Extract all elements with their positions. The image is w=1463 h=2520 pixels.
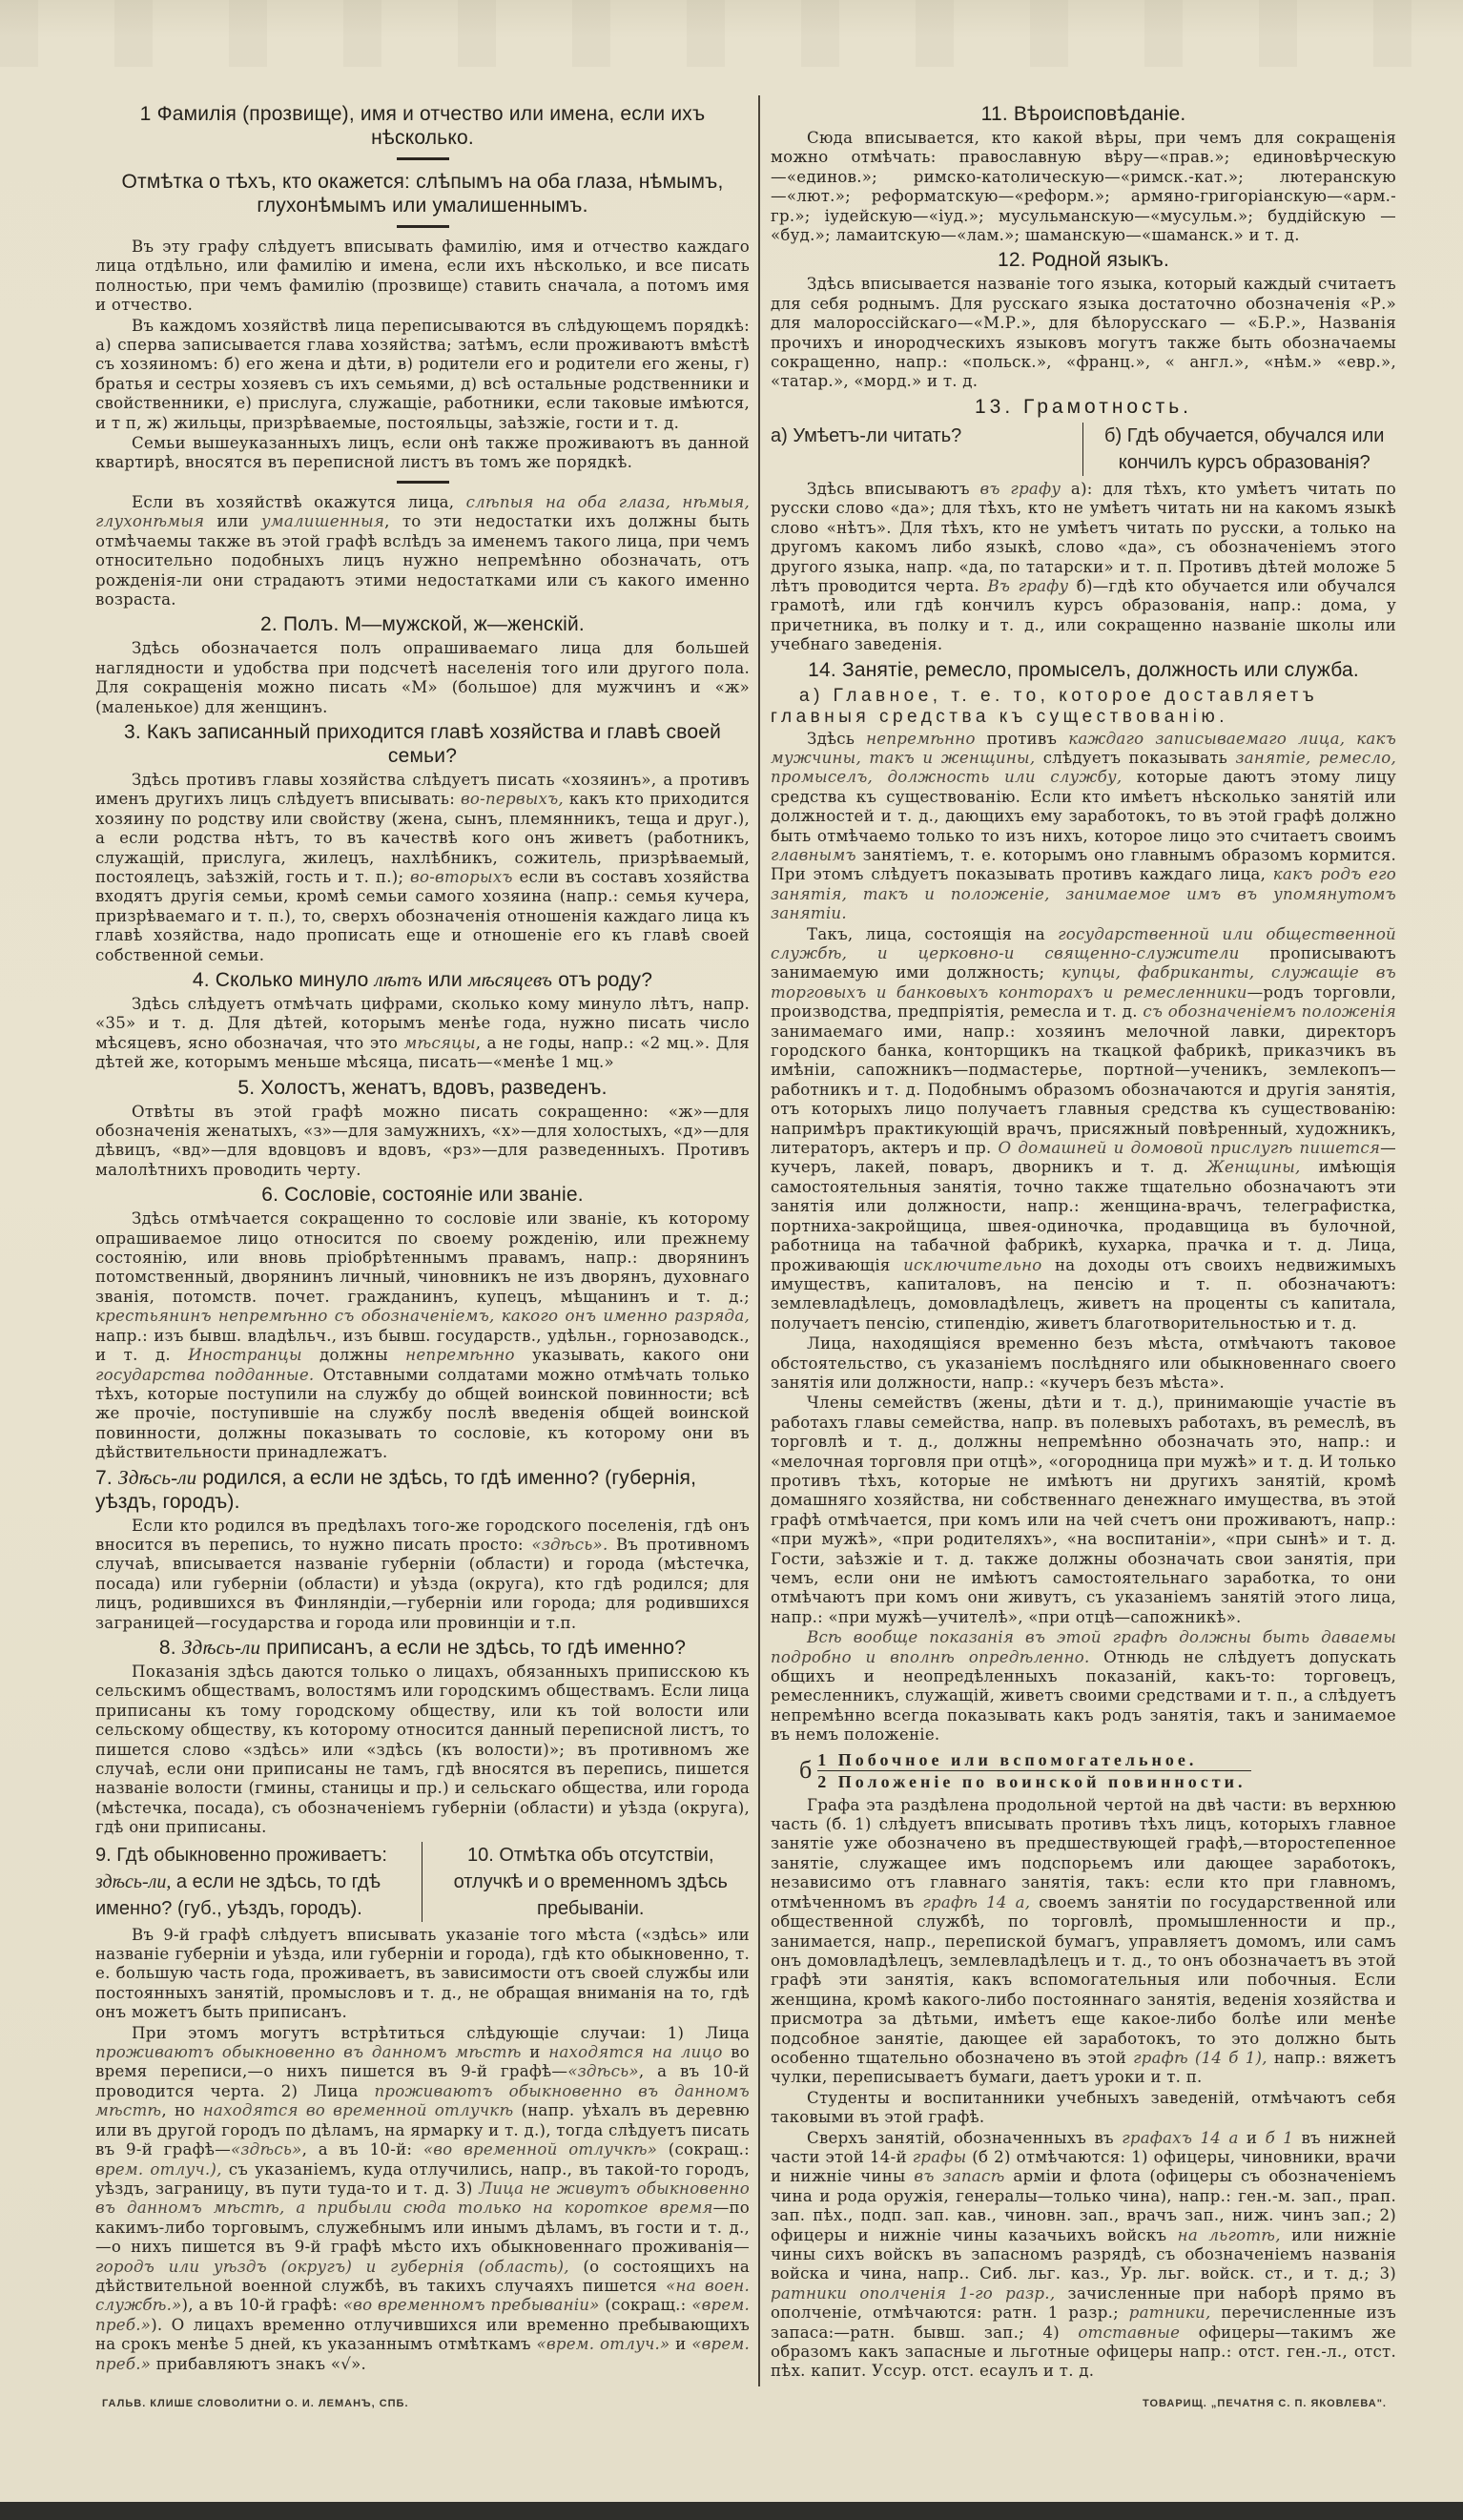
text-run: 10. Отмѣтка объ отсутствіи, отлучкѣ и о временномъ здѣсь пребываніи. xyxy=(453,1844,728,1919)
section-heading xyxy=(771,248,1396,272)
text-run: Здѣсь отмѣчается сокращенно то сословіе или званіе, къ которому опрашиваемое лицо относится по своему рожденію, или прежнему состоянію, или вновь пріобрѣтеннымъ правамъ, напр.: дворянинъ потомственный, дворянинъ личный, чиновникъ не изъ дворянъ, духовнаго званія, потомств. почет. гражданинъ, купецъ, мѣщанинъ и т. д.; xyxy=(95,1209,750,1306)
italic-text: съ обозначеніемъ положенія xyxy=(1143,1002,1396,1022)
italic-text: непремѣнно xyxy=(866,729,976,748)
text-run: Графа эта раздѣлена продольной чертой на двѣ части: въ верхнюю часть (б. 1) слѣдуетъ вписывать противъ тѣхъ лицъ, которыхъ главное занятіе уже обозначено въ предшествующей графѣ,—второстепенное занятіе, служащее имъ подспорьемъ или дающее заработокъ, независимо отъ главнаго занятія, такъ: если кто при главномъ, отмѣченномъ въ xyxy=(771,1795,1396,1911)
show-through-bleed xyxy=(0,0,1463,67)
text-run: которые даютъ этому лицу средства къ существованію. Если кто имѣетъ нѣсколько занятій или должностей и т. д., дающихъ ему заработокъ, то въ этой графѣ должно быть отмѣчаемо только то изъ нихъ, которое лицо это считаетъ своимъ xyxy=(771,768,1396,845)
text-run: 5. Холостъ, женатъ, вдовъ, разведенъ. xyxy=(237,1076,608,1099)
text-run: Показанія здѣсь даются только о лицахъ, обязанныхъ приписскою къ сельскимъ обществамъ, волостямъ или городскимъ обществамъ. Если лица приписаны къ тому городскому обществу, или къ той волости или сельскому обществу, къ которому относится данный переписной листъ, то пишется слово «здѣсь» или «здѣсь (къ волости)»; въ противномъ же случаѣ, если они приписаны не тамъ, гдѣ вносятся въ перепись, пишется названіе волости (гмины, станицы и пр.) и сельскаго общества, или города (мѣстечка, посада), съ обозначеніемъ губерніи (области) и уѣзда (округа), гдѣ они приписаны. xyxy=(95,1662,750,1837)
paragraph xyxy=(95,771,750,965)
section-divider-rule xyxy=(397,157,449,160)
text-run: съ указаніемъ, куда отлучились, напр., въ такой-то городъ, уѣздъ, заграницу, въ пути туда-то и т. д. 3) xyxy=(95,2159,750,2198)
text-run: 9. Гдѣ обыкновенно проживаетъ: xyxy=(95,1844,387,1866)
text-run: —по какимъ-либо торговымъ, служебнымъ или инымъ дѣламъ, въ гости и т. д.,—о нихъ пишется въ 9-й графѣ мѣсто ихъ обыкновеннаго проживанія— xyxy=(95,2199,750,2257)
italic-text: находятся во временной отлучкѣ xyxy=(202,2101,514,2120)
text-run: Члены семействъ (жены, дѣти и т. д.), принимающіе участіе въ работахъ главы семейства, напр. въ полевыхъ работахъ, въ ремеслѣ, въ торговлѣ и т. д., должны непремѣнно обозначать это, напр.: и «мелочная торговля при отцѣ», «огородница при мужѣ» и т. д. И только противъ тѣхъ, которые не имѣютъ ни другихъ занятій, кромѣ домашняго хозяйства, ни собственнаго денежнаго имущества, въ этой графѣ отмѣчается, при комъ или на чей счетъ они проживаютъ, напр.: «при мужѣ», «при родителяхъ», «на воспитаніи», «при сынѣ» и т. д. Гости, заѣзжіе и т. д. также должны обозначать свои занятія, при чемъ, если они не имѣютъ самостоятельнаго заработка, то они отмѣчаютъ при комъ они живутъ, съ указаніемъ занятій этого лица, напр.: «при мужѣ—учителѣ», «при отцѣ—сапожникѣ». xyxy=(771,1394,1396,1626)
text-run: занимаемаго ими, напр.: хозяинъ мелочной лавки, директоръ городского банка, конторщикъ на ткацкой фабрикѣ, приказчикъ въ имѣніи, сапожникъ—подмастерье, портной—ученикъ, землекопъ—работникъ и т. д. Подобнымъ образомъ обозначаются и другія занятія, отъ которыхъ лицо получаетъ главныя средства къ существованію: напримѣръ практикующій врачъ, присяжный повѣренный, художникъ, литераторъ, актеръ и пр. xyxy=(771,1022,1396,1158)
text-run: 14. Занятіе, ремесло, промыселъ, должность или служба. xyxy=(808,658,1359,681)
italic-text: Иностранцы xyxy=(188,1346,302,1365)
subsection-heading xyxy=(771,686,1396,728)
left-column xyxy=(95,99,750,2375)
italic-text: «врем. отлуч.» xyxy=(536,2335,670,2354)
italic-text: городъ или уѣздъ (округъ) и губернія (область), xyxy=(95,2257,569,2276)
section-heading xyxy=(95,102,750,150)
text-run: Здѣсь противъ главы хозяйства слѣдуетъ писать «хозяинъ», а противъ именъ другихъ лицъ слѣдуетъ вписывать: xyxy=(95,770,750,809)
text-run: 3. Какъ записанный приходится главѣ хозяйства и главѣ своей семьи? xyxy=(123,720,722,767)
text-run: или xyxy=(204,512,261,531)
text-run: ). О лицахъ временно отлучившихся или временно пребывающихъ на срокъ менѣе 5 дней, къ указаннымъ отмѣткамъ xyxy=(95,2315,750,2354)
text-run: зачисленные при наборѣ прямо въ ополченіе, отмѣчаются: ратн. 1 разр.; xyxy=(771,2283,1396,2323)
italic-text: Въ графу xyxy=(987,576,1069,595)
text-run: и xyxy=(521,2043,549,2062)
paragraph xyxy=(95,434,750,473)
text-run: Здѣсь обозначается полъ опрашиваемаго лица для большей наглядности и удобства при подсчетѣ населенія того или другого пола. Для сокращенія можно писать «М» (большое) для мужчинъ и «ж» (маленькое) для женщинъ. xyxy=(95,639,750,716)
text-run: , то эти недостатки ихъ должны быть отмѣчаемы также въ этой графѣ вслѣдъ за именемъ такого лица, при чемъ относительно подобныхъ лицъ нужно непремѣнно обозначать, отъ рожденія-ли они страдаютъ этими недостатками или съ какого именно возраста. xyxy=(95,512,750,609)
italic-text: ратники, xyxy=(1128,2303,1211,2323)
paragraph xyxy=(771,1334,1396,1393)
right-column xyxy=(771,99,1396,2383)
italic-text: умалишенныя xyxy=(260,512,385,531)
text-run: должны xyxy=(301,1346,406,1365)
italic-text: Лица не живутъ обыкновенно въ данномъ мѣстѣ, а прибыли сюда только на короткое время xyxy=(95,2179,751,2218)
text-run: Сюда вписывается, кто какой вѣры, при чемъ для сокращенія можно отмѣчать: православную вѣру—«прав.»; единовѣрческую—«единов.»; римско-католическую—«римск.-кат.»; лютеранскую—«лют.»; реформатскую—«реформ.»; армяно-григоріанскую—«арм.-гр.»; іудейскую—«іуд.»; мусульманскую—«мусульм.»; буддійскую — «буд.»; ламаитскую—«лам.»; шаманскую—«шаманск.» и т. д. xyxy=(771,129,1396,245)
text-run: и xyxy=(1238,2128,1266,2147)
italic-text: слѣпыя на оба глаза, нѣмыя, глухонѣмыя xyxy=(95,492,750,531)
italic-text: «врем. преб.» xyxy=(95,2335,751,2373)
section-heading xyxy=(95,170,750,217)
italic-text: Здѣсь-ли xyxy=(117,1465,197,1489)
text-run: указывать, какого они xyxy=(514,1346,750,1365)
text-run: напр.: вяжетъ чулки, переписываетъ бумаги, даетъ уроки и т. п. xyxy=(771,2048,1396,2087)
italic-text: лѣтъ xyxy=(374,968,422,991)
italic-text: исключительно xyxy=(903,1255,1042,1274)
text-run: Студенты и воспитанники учебныхъ заведеній, отмѣчаютъ себя таковыми въ этой графѣ. xyxy=(771,2088,1396,2127)
text-run: во время переписи,—о нихъ пишется въ 9-й графѣ— xyxy=(95,2043,751,2081)
text-run: Лица, находящіяся временно безъ мѣста, отмѣчаютъ таковое обстоятельство, съ указаніемъ послѣдняго или обыкновеннаго своего занятія или должности, напр.: «кучеръ безъ мѣста». xyxy=(771,1334,1396,1392)
italic-text: «врем. преб.» xyxy=(95,2296,750,2334)
italic-text: проживаютъ обыкновенно въ данномъ мѣстѣ xyxy=(95,2081,750,2120)
printer-imprint-right: ТОВАРИЩ. „ПЕЧАТНЯ С. П. ЯКОВЛЕВА". xyxy=(1143,2398,1387,2409)
italic-text: «здѣсь» xyxy=(567,2062,639,2081)
italic-text: купцы, фабриканты, служащіе въ торговыхъ и банковыхъ конторахъ и ремесленники xyxy=(771,963,1396,1002)
split-heading-left xyxy=(95,1842,422,1922)
text-run: а) Главное, т. е. то, которое доставляетъ главныя средства къ существованію. xyxy=(771,685,1319,727)
paragraph xyxy=(771,730,1396,924)
paragraph xyxy=(95,639,750,717)
italic-text: б 1 xyxy=(1265,2128,1294,2147)
text-run: Отмѣтка о тѣхъ, кто окажется: слѣпымъ на оба глаза, нѣмымъ, глухонѣмымъ или умалишеннымъ. xyxy=(121,171,724,217)
split-heading-right xyxy=(1083,423,1397,476)
text-run: прибавляютъ знакъ «√». xyxy=(151,2354,367,2373)
paragraph xyxy=(771,275,1396,391)
text-run: 1 Фамилія (прозвище), имя и отчество или имена, если ихъ нѣсколько. xyxy=(139,103,706,149)
italic-text: врем. отлуч.), xyxy=(95,2159,222,2179)
italic-text: «на воен. службѣ.» xyxy=(95,2276,750,2315)
text-run: офицеры—такимъ же образомъ какъ запасные и льготные офицеры напр.: отст. ген.-л., отст. пѣх. капит. Уссур. отст. есаулъ и т. д. xyxy=(771,2323,1396,2381)
text-run: имѣющія самостоятельныя занятія, точно также тщательно обозначаютъ эти занятія или должности, напр.: женщина-врачъ, телеграфистка, портниха-закройщица, швея-одиночка, продавщица въ булочной, работница на табачной фабрикѣ, кухарка, прачка и т. д. Лица, проживающія xyxy=(771,1158,1396,1274)
split-heading-left xyxy=(771,423,1083,476)
text-run: арміи и флота (офицеры съ обозначеніемъ чина и рода оружія, генералы—только чина), напр.: ген.-м. зап., прап. зап. пѣх., подп. зап. кав., чиновн. зап., врачъ зап., ниж. чинъ зап.; 2) офицеры и нижніе чины казачьихъ войскъ xyxy=(771,2167,1396,2244)
text-run: 11. Вѣроисповѣданіе. xyxy=(980,103,1186,125)
italic-text: крестьянинъ непремѣнно съ обозначеніемъ, какого онъ именно разряда, xyxy=(95,1307,750,1326)
paragraph xyxy=(771,1394,1396,1627)
paragraph xyxy=(771,1628,1396,1745)
section-heading xyxy=(771,395,1396,419)
split-heading xyxy=(95,1842,750,1922)
split-heading-right xyxy=(422,1842,751,1922)
text-run: слѣдуетъ показывать xyxy=(1035,748,1236,767)
text-run: на доходы отъ своихъ недвижимыхъ имуществъ, капиталовъ, на пенсію и т. п. обозначаютъ: землевладѣлецъ, домовладѣлецъ, живетъ на проценты съ капитала, получаетъ пенсію, стипендію, живетъ благотворительностью и т. д. xyxy=(771,1255,1396,1332)
text-run: въ нижней части этой 14-й xyxy=(771,2128,1397,2166)
text-run: Въ каждомъ хозяйствѣ лица переписываются въ слѣдующемъ порядкѣ: а) сперва записывается глава хозяйства; затѣмъ, если проживаютъ вмѣстѣ съ хозяиномъ: б) его жена и дѣти, в) родители его и родители его жены, г) братья и сестры хозяевъ съ ихъ семьями, д) всѣ остальные родственники и свойственники, е) прислуга, служащіе, работники, если таковые имѣются, и т п, ж) жильцы, призрѣваемые, постояльцы, заѣзжіе, гости и т. д. xyxy=(95,316,750,432)
text-run: если въ составъ хозяйства входятъ другія семьи, кромѣ семьи самого хозяина (напр.: семья кучера, призрѣваемаго и т. п.), то, сверхъ обозначенія отношенія каждаго лица къ главѣ хозяйства, надо прописать еще и отношеніе его къ главѣ своей собственной семьи. xyxy=(95,867,750,964)
italic-text: мѣсяцы xyxy=(403,1033,476,1052)
section-heading xyxy=(95,968,750,992)
italic-text: «во временномъ пребываніи» xyxy=(342,2296,600,2315)
text-run: родился, а если не здѣсь, то гдѣ именно? (губернія, уѣздъ, городъ). xyxy=(95,1466,697,1513)
paragraph xyxy=(95,1209,750,1462)
text-run: Здѣсь слѣдуетъ отмѣчать цифрами, сколько кому минуло лѣтъ, напр. «35» и т. д. Для дѣтей, которымъ менѣе года, нужно писать число мѣсяцевъ, ясно обозначая, что это xyxy=(95,995,750,1052)
section-heading xyxy=(95,720,750,768)
paragraph xyxy=(95,1103,750,1181)
text-run: какъ кто приходится хозяину по родству или свойству (жена, сынъ, племянникъ, теща и друг.), а если родства нѣтъ, то въ качествѣ кого онъ живетъ (работникъ, служащій, прислуга, жилецъ, нахлѣбникъ, сожитель, призрѣваемый, постоялецъ, заѣзжій, гость и т. п.); xyxy=(95,790,750,886)
paragraph xyxy=(95,995,750,1073)
text-run: приписанъ, а если не здѣсь, то гдѣ именно? xyxy=(260,1636,687,1659)
text-run: а) Умѣетъ-ли читать? xyxy=(771,424,962,446)
text-run: 12. Родной языкъ. xyxy=(997,249,1170,272)
italic-text: Всѣ вообще показанія въ этой графѣ должны быть даваемы подробно и вполнѣ опредѣленно. xyxy=(771,1628,1396,1666)
paragraph xyxy=(95,1926,750,2023)
paragraph xyxy=(95,493,750,609)
fraction-bottom: 2 Положеніе по воинской повинности. xyxy=(817,1771,1247,1791)
text-run: Въ эту графу слѣдуетъ вписывать фамилію, имя и отчество каждаго лица отдѣльно, или фамилію и имена, если ихъ нѣсколько, и все писать полностью, при чемъ фамилію (прозвище) ставить сначала, а потомъ имя и отчество. xyxy=(95,238,750,315)
italic-text: государства подданные. xyxy=(95,1365,315,1384)
text-run: противъ xyxy=(975,729,1069,748)
section-heading xyxy=(771,658,1396,682)
text-run: (сокращ.: xyxy=(599,2296,692,2315)
text-run: занятіемъ, т. е. которымъ оно главнымъ образомъ кормится. При этомъ слѣдуетъ показывать противъ каждаго лица, xyxy=(771,845,1396,884)
text-run: Здѣсь вписывается названіе того языка, который каждый считаетъ для себя роднымъ. Для русскаго языка достаточно обозначенія «Р.» для малороссійскаго—«М.Р.», для бѣлорусскаго — «Б.Р.», Названія прочихъ и инородческихъ языковъ могутъ также быть обозначаемы сокращенно, напр.: «польск.», «франц.», « англ.», «нѣм.» «евр.», «татар.», «морд.» и т. д. xyxy=(771,275,1396,391)
text-run: Отнюдь не слѣдуетъ допускать общихъ и неопредѣленныхъ показаній, какъ-то: торговецъ, ремесленникъ, служащій, живетъ своими средствами и т. п., а слѣдуетъ непремѣнно всегда показывать какъ родъ занятія, такъ и занимаемое въ немъ положеніе. xyxy=(771,1647,1397,1745)
text-run: Въ 9-й графѣ слѣдуетъ вписывать указаніе того мѣста («здѣсь» или названіе губерніи и уѣзда, или губерніи и города), гдѣ кто обыкновенно, т. е. большую часть года, проживаетъ, въ зависимости отъ своей службы или постоянныхъ занятій, промысловъ и т. д., не обращая вниманія на то, гдѣ онъ можетъ быть приписанъ. xyxy=(95,1925,750,2022)
text-run: —кучеръ, лакей, поваръ, дворникъ и т. д. xyxy=(771,1139,1396,1177)
italic-text: на льготѣ, xyxy=(1177,2225,1281,2244)
text-run: и xyxy=(670,2335,692,2354)
italic-text: графахъ 14 а xyxy=(1122,2128,1239,2147)
text-run: своемъ занятіи по государственной или общественной службѣ, по торговлѣ, промышленности и пр., занимается, напр., перепиской бумагъ, управляетъ домомъ, или самъ онъ домовладѣлецъ, землевладѣлецъ и т. д., то онъ обозначаетъ въ этой графѣ эти занятія, какъ вспомогательныя или побочныя. Если женщина, кромѣ какого-либо постояннаго занятія, веденія хозяйства и присмотра за дѣтьми, имѣетъ еще какое-либо болѣе или менѣе подсобное занятіе, дающее ей заработокъ, то это должно быть особенно тщательно обозначено въ этой xyxy=(771,1892,1396,2067)
text-run: При этомъ могутъ встрѣтиться слѣдующіе случаи: 1) Лица xyxy=(132,2023,750,2042)
italic-text: графѣ 14 а, xyxy=(922,1892,1031,1911)
text-run: Если въ хозяйствѣ окажутся лица, xyxy=(132,492,466,511)
italic-text: О домашней и домовой прислугѣ пишется xyxy=(998,1139,1381,1158)
text-run: 4. Сколько минуло xyxy=(192,969,375,991)
fraction-lines xyxy=(817,1749,1251,1792)
italic-text: каждаго записываемаго лица, какъ мужчины, такъ и женщины, xyxy=(771,729,1396,767)
italic-text: мѣсяцевъ xyxy=(467,968,553,991)
italic-text: во-первыхъ, xyxy=(460,790,564,809)
italic-text: графѣ (14 б 1), xyxy=(1133,2048,1267,2067)
text-run: , а въ 10-й: xyxy=(301,2140,423,2159)
paragraph xyxy=(95,238,750,316)
italic-text: здѣсь-ли, xyxy=(95,1870,172,1892)
text-run: ), а въ 10-й графѣ: xyxy=(181,2296,343,2315)
paragraph xyxy=(771,925,1396,1334)
text-run: Сверхъ занятій, обозначенныхъ въ xyxy=(807,2128,1123,2147)
text-run: отъ роду? xyxy=(552,969,653,991)
text-run: 6. Сословіе, состояніе или званіе. xyxy=(261,1184,584,1207)
paragraph xyxy=(771,1796,1396,2088)
scan-bottom-edge xyxy=(0,2502,1463,2520)
text-run: Семьи вышеуказанныхъ лицъ, если онѣ также проживаютъ въ данной квартирѣ, вносятся въ переписной листъ въ томъ же порядкѣ. xyxy=(95,434,750,472)
section-divider-rule xyxy=(397,225,449,228)
fraction-prefix: б xyxy=(799,1756,813,1785)
italic-text: занятіе, ремесло, промыселъ, должность или службу, xyxy=(771,748,1396,787)
text-run: б) Гдѣ обучается, обучался или кончилъ курсъ образованія? xyxy=(1104,424,1385,473)
italic-text: Здѣсь-ли xyxy=(181,1635,261,1659)
text-run: Въ противномъ случаѣ, вписывается названіе губерніи (области) и города (мѣстечка, посада) или губерніи (области) и уѣзда (округа), кто гдѣ родился; для лицъ, родившихся въ Финляндіи,—губерніи или города; для родившихся заграницей—государства и города или провинціи и т.п. xyxy=(95,1535,750,1632)
section-heading xyxy=(771,102,1396,126)
text-run: Отставными солдатами можно отмѣчать только тѣхъ, которые поступили на службу до общей воинской повинности; всѣ же прочіе, поступившіе на службу послѣ введенія общей воинской повинности, должны показывать то сословіе, къ которому они въ дѣйствительности принадлежатъ. xyxy=(95,1365,750,1462)
text-run: 2. Полъ. М—мужской, ж—женскій. xyxy=(260,613,585,636)
italic-text: въ графу xyxy=(979,479,1061,498)
text-run: перечисленные изъ запаса:—ратн. бывш. зап.; 4) xyxy=(771,2303,1397,2342)
italic-text: графы xyxy=(912,2147,967,2166)
italic-text: проживаютъ обыкновенно въ данномъ мѣстѣ xyxy=(95,2043,522,2062)
paragraph xyxy=(771,2129,1396,2382)
text-run: прописываютъ занимаемую ими должность; xyxy=(771,944,1396,982)
text-run: , а въ 10-й проводится черта. 2) Лица xyxy=(95,2062,750,2100)
italic-text: находятся на лицо xyxy=(548,2043,723,2062)
italic-text: въ запасѣ xyxy=(914,2167,1005,2186)
text-run: —родъ торговли, производства, предпріятія, ремесла и т. д. xyxy=(771,982,1396,1022)
text-run: Здѣсь вписываютъ xyxy=(807,479,980,498)
text-run: (б 2) отмѣчаются: 1) офицеры, чиновники, врачи и нижніе чины xyxy=(771,2147,1396,2186)
italic-text: главнымъ xyxy=(771,845,856,864)
text-run: Отвѣты въ этой графѣ можно писать сокращенно: «ж»—для обозначенія женатыхъ, «з»—для замужнихъ, «х»—для холостыхъ, «д»—для дѣвицъ, «вд»—для вдовцовъ и вдовъ, «рз»—для разведенныхъ. Противъ малолѣтнихъ проводить черту. xyxy=(95,1102,750,1179)
italic-text: «здѣсь» xyxy=(230,2140,302,2159)
italic-text: непремѣнно xyxy=(405,1346,515,1365)
text-run: б)—гдѣ кто обучается или обучался грамотѣ, или гдѣ кончилъ курсъ образованія, напр.: дома, у причетника, въ полку и т. д., или сокращенно названіе школы или учебнаго заведенія. xyxy=(771,576,1397,654)
text-run: напр.: изъ бывш. владѣльч., изъ бывш. государств., удѣльн., горнозаводск., и т. д. xyxy=(95,1326,750,1365)
italic-text: ратники ополченія 1-го разр., xyxy=(771,2283,1056,2303)
italic-text: какъ родъ его занятія, такъ и положеніе, занимаемое имъ въ упомянутомъ занятіи. xyxy=(771,865,1396,923)
text-run: (напр. уѣхалъ въ деревню или въ другой городъ по дѣламъ, на ярмарку и т. д.), тогда слѣдуетъ писать въ 9-й графѣ— xyxy=(95,2101,751,2159)
text-run: или xyxy=(422,969,468,991)
fraction-top: 1 Побочное или вспомогательное. xyxy=(817,1749,1251,1771)
paragraph xyxy=(95,2024,750,2374)
printer-imprint-left: ГАЛЬВ. КЛИШЕ СЛОВОЛИТНИ О. И. ЛЕМАНЪ, СПБ. xyxy=(102,2398,409,2409)
text-run: 13. Грамотность. xyxy=(974,395,1193,418)
text-run: 7. xyxy=(95,1466,118,1489)
text-run: , а не годы, напр.: «2 мц.». Для дѣтей же, которымъ меньше мѣсяца, писать—«менѣе 1 мц.» xyxy=(95,1033,751,1072)
paragraph xyxy=(95,1517,750,1633)
paragraph xyxy=(95,1663,750,1838)
paragraph xyxy=(771,129,1396,245)
italic-text: отставные xyxy=(1078,2323,1181,2342)
section-heading xyxy=(95,1076,750,1100)
italic-text: Женщины, xyxy=(1206,1158,1301,1177)
italic-text: государственной или общественной службѣ, и церковно-и священно-служители xyxy=(771,924,1396,962)
split-heading xyxy=(771,423,1396,476)
text-run: или нижніе чины сихъ войскъ въ запасномъ разрядѣ, съ обозначеніемъ названія войска и чина, напр.. Сиб. льг. каз., Ур. льг. войск. ст., и т. д.; 3) xyxy=(771,2225,1396,2283)
text-run: а если не здѣсь, то гдѣ именно? (губ., уѣздъ, городъ). xyxy=(95,1870,381,1919)
section-divider-rule xyxy=(397,481,449,484)
paragraph xyxy=(95,317,750,433)
italic-text: во-вторыхъ xyxy=(410,867,513,886)
text-run: Если кто родился въ предѣлахъ того-же городского поселенія, гдѣ онъ вносится въ перепись, то нужно писать просто: xyxy=(95,1516,750,1554)
section-heading xyxy=(95,1466,750,1514)
column-divider xyxy=(758,95,760,2386)
text-run: (о состоящихъ на дѣйствительной военной службѣ, въ такихъ случаяхъ пишется xyxy=(95,2257,750,2295)
subsection-fraction-heading xyxy=(799,1749,1396,1792)
section-heading xyxy=(95,1636,750,1660)
italic-text: «во временной отлучкѣ» xyxy=(422,2140,658,2159)
text-run: Такъ, лица, состоящія на xyxy=(807,924,1059,943)
paragraph xyxy=(771,480,1396,655)
paragraph xyxy=(771,2089,1396,2128)
text-run: (сокращ.: xyxy=(657,2140,750,2159)
italic-text: «здѣсь». xyxy=(531,1535,608,1554)
text-run: а): для тѣхъ, кто умѣетъ читать по русски слово «да»; для тѣхъ, кто не умѣетъ читать ни на какомъ языкѣ слово «нѣтъ». Для тѣхъ, кто не умѣетъ читать по русски, а только на другомъ какомъ либо языкѣ, слово «да», съ обозначеніемъ этого другого языка, напр. «да, по татарски» и т. п. Противъ дѣтей моложе 5 лѣтъ проводится черта. xyxy=(771,479,1396,595)
section-heading xyxy=(95,1183,750,1207)
text-run: Здѣсь xyxy=(807,729,867,748)
text-run: 8. xyxy=(158,1636,182,1659)
text-run: , но xyxy=(161,2101,203,2120)
section-heading xyxy=(95,612,750,636)
